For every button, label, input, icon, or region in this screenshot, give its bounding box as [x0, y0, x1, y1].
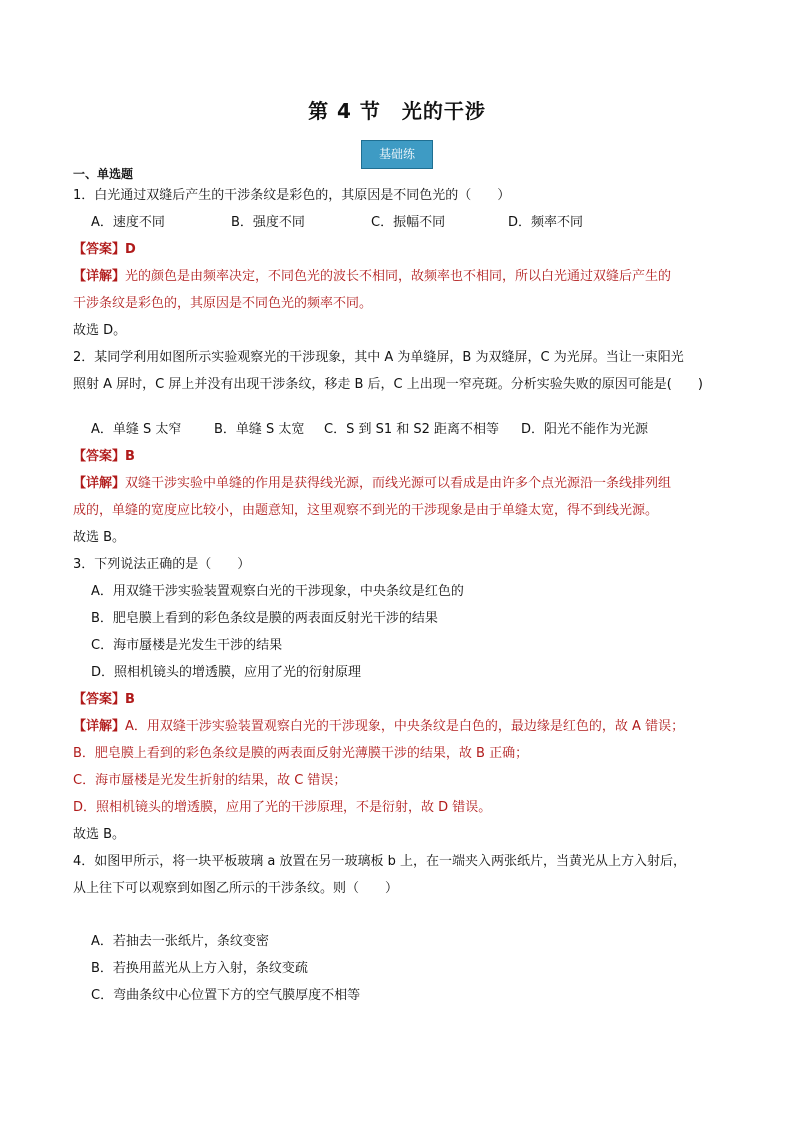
question-2-answer: [73, 443, 741, 470]
answer-value: D: [125, 242, 136, 257]
page-title: 第 4 节 光的干涉: [308, 99, 486, 123]
question-1-conclusion: 故选 D。: [73, 323, 127, 338]
question-3-conclusion: 故选 B。: [73, 827, 126, 842]
question-4-option-c: C．弯曲条纹中心位置下方的空气膜厚度不相等: [91, 988, 361, 1003]
question-2-detail-1: [73, 470, 741, 497]
level-badge: 基础练: [361, 140, 433, 169]
figure-space: [73, 398, 741, 416]
answer-value: B: [125, 692, 135, 707]
question-3-detail-3: C．海市蜃楼是光发生折射的结果，故 C 错误；: [73, 773, 347, 788]
question-3-answer: [73, 686, 741, 713]
section-heading: 一、单选题: [73, 167, 134, 181]
option-c: C．振幅不同: [371, 215, 446, 230]
answer-label: 【答案】: [73, 449, 126, 464]
content: [73, 166, 741, 1009]
question-2-detail-2: 成的，单缝的宽度应比较小，由题意知，这里观察不到光的干涉现象是由于单缝太宽，得不到线光源。: [73, 503, 659, 518]
question-4-option-a: A．若抽去一张纸片，条纹变密: [91, 934, 269, 949]
question-3-option-d: D．照相机镜头的增透膜，应用了光的衍射原理: [91, 665, 362, 680]
question-2-options: [73, 416, 741, 443]
detail-label: 【详解】: [73, 476, 126, 491]
question-3-option-c: C．海市蜃楼是光发生干涉的结果: [91, 638, 283, 653]
question-1-options: [73, 209, 741, 236]
detail-label: 【详解】: [73, 719, 126, 734]
question-3-option-b: B．肥皂膜上看到的彩色条纹是膜的两表面反射光干涉的结果: [91, 611, 438, 626]
question-4-stem-2: 从上往下可以观察到如图乙所示的干涉条纹。则（ ）: [73, 881, 399, 896]
option-a: A．单缝 S 太窄: [91, 422, 182, 437]
detail-text: A．用双缝干涉实验装置观察白光的干涉现象，中央条纹是白色的，最边缘是红色的，故 A 错误；: [125, 719, 685, 734]
question-3-detail-2: B．肥皂膜上看到的彩色条纹是膜的两表面反射光薄膜干涉的结果，故 B 正确；: [73, 746, 529, 761]
detail-text: 光的颜色是由频率决定，不同色光的波长不相同，故频率也不相同，所以白光通过双缝后产生的: [125, 269, 672, 284]
option-b: B．强度不同: [231, 215, 305, 230]
question-2-conclusion: 故选 B。: [73, 530, 126, 545]
question-3-option-a: A．用双缝干涉实验装置观察白光的干涉现象，中央条纹是红色的: [91, 584, 464, 599]
answer-label: 【答案】: [73, 242, 126, 257]
question-2-stem-1: 2．某同学利用如图所示实验观察光的干涉现象，其中 A 为单缝屏，B 为双缝屏，C 为光屏。当让一束阳光: [73, 350, 684, 365]
figure-space: [73, 902, 741, 928]
question-1-answer: [73, 236, 741, 263]
option-b: B．单缝 S 太宽: [214, 422, 305, 437]
question-1-detail-1: [73, 263, 741, 290]
question-4-stem-1: 4．如图甲所示，将一块平板玻璃 a 放置在另一玻璃板 b 上，在一端夹入两张纸片，当黄光从上方入射后，: [73, 854, 687, 869]
question-1-detail-2: 干涉条纹是彩色的，其原因是不同色光的频率不同。: [73, 296, 373, 311]
question-1-stem: 1．白光通过双缝后产生的干涉条纹是彩色的，其原因是不同色光的（ ）: [73, 188, 511, 203]
question-4-option-b: B．若换用蓝光从上方入射，条纹变疏: [91, 961, 308, 976]
detail-label: 【详解】: [73, 269, 126, 284]
detail-text: 双缝干涉实验中单缝的作用是获得线光源，而线光源可以看成是由许多个点光源沿一条线排列组: [125, 476, 672, 491]
option-d: D．阳光不能作为光源: [521, 422, 649, 437]
option-a: A．速度不同: [91, 215, 165, 230]
question-2-stem-2: 照射 A 屏时，C 屏上并没有出现干涉条纹，移走 B 后，C 上出现一窄亮斑。分析实验失败的原因可能是( ): [73, 377, 703, 392]
option-c: C．S 到 S1 和 S2 距离不相等: [324, 422, 500, 437]
question-3-detail-1: [73, 713, 741, 740]
question-3-stem: 3．下列说法正确的是（ ）: [73, 557, 251, 572]
question-3-detail-4: D．照相机镜头的增透膜，应用了光的干涉原理，不是衍射，故 D 错误。: [73, 800, 492, 815]
answer-value: B: [125, 449, 135, 464]
answer-label: 【答案】: [73, 692, 126, 707]
option-d: D．频率不同: [508, 215, 584, 230]
